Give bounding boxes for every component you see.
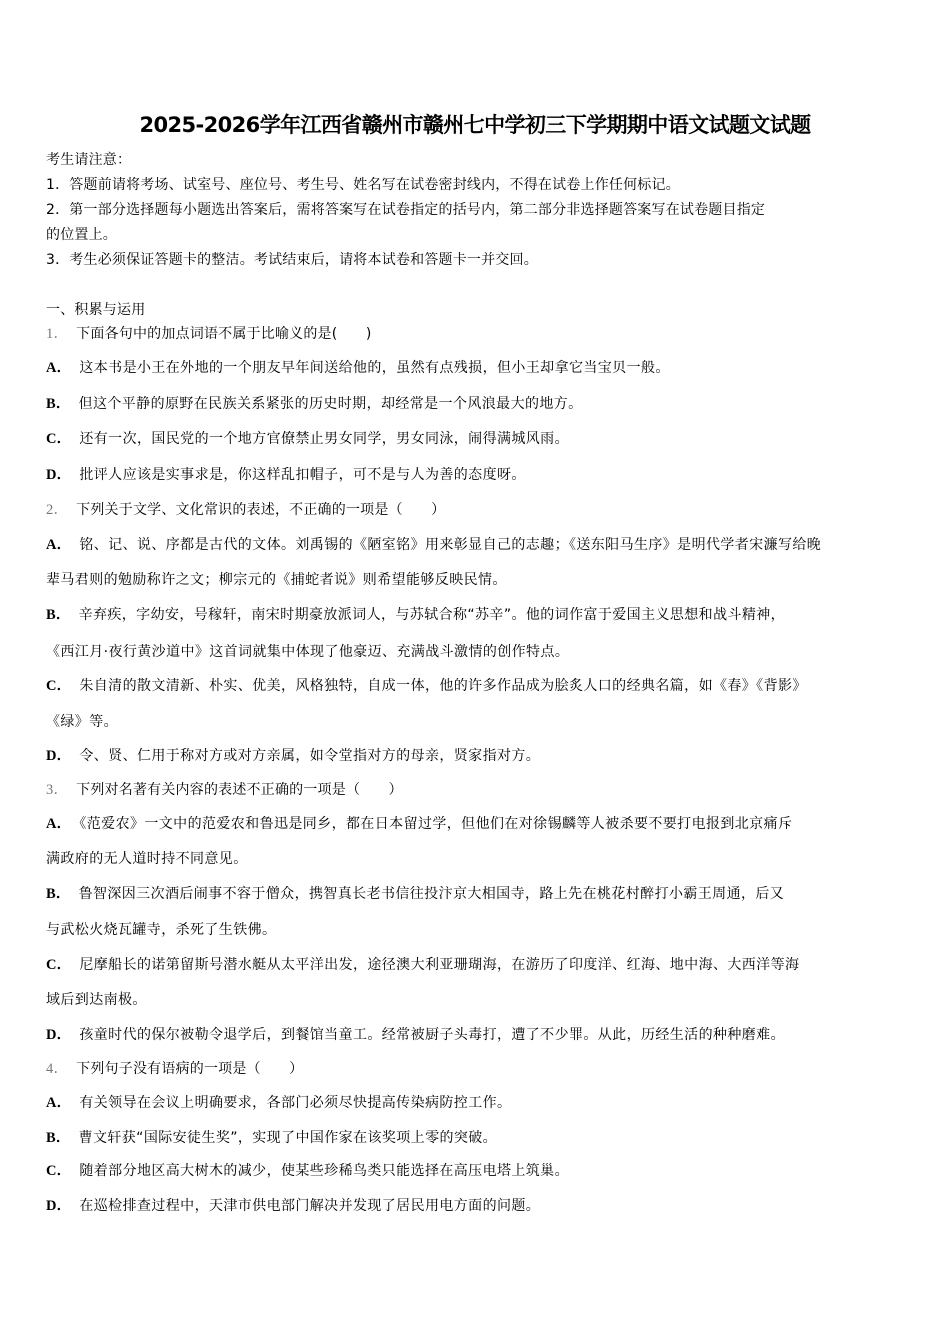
question-text: 下面各句中的加点词语不属于比喻义的是( ) <box>76 326 372 342</box>
option-text: 与武松火烧瓦罐寺，杀死了生铁佛。 <box>46 922 277 938</box>
notice-item-2-cont: 的位置上。 <box>46 227 117 243</box>
option-text: 域后到达南极。 <box>46 992 147 1008</box>
q2-option-c-cont <box>46 712 908 732</box>
question-text: 下列句子没有语病的一项是（ ） <box>76 1061 304 1077</box>
q2-option-c <box>46 676 908 696</box>
q1-option-d <box>46 465 908 485</box>
question-2-stem <box>46 500 908 520</box>
question-number: 1． <box>46 326 69 342</box>
option-text: 这本书是小王在外地的一个朋友早年间送给他的，虽然有点残损，但小王却拿它当宝贝一般。 <box>79 360 670 376</box>
option-text: 《绿》等。 <box>46 714 118 730</box>
option-text: 鲁智深因三次酒后闹事不容于僧众，携智真长老书信往投汴京大相国寺，路上先在桃花村醉打小霸王周通，后又 <box>78 886 785 902</box>
option-label: B． <box>46 886 71 902</box>
q3-option-b <box>46 884 908 904</box>
option-text: 但这个平静的原野在民族关系紧张的历史时期，却经常是一个风浪最大的地方。 <box>78 396 583 412</box>
q1-option-c <box>46 429 908 449</box>
option-text: 在巡检排查过程中，天津市供电部门解决并发现了居民用电方面的问题。 <box>79 1198 541 1214</box>
q2-option-b-cont <box>46 642 908 662</box>
option-label: D． <box>46 748 72 764</box>
option-text: 尼摩船长的诺第留斯号潜水艇从太平洋出发，途径澳大利亚珊瑚海，在游历了印度洋、红海、地中海、大西洋等海 <box>79 957 800 973</box>
q3-option-a <box>46 814 908 834</box>
q1-option-b <box>46 394 908 414</box>
q2-option-a-cont <box>46 570 908 590</box>
notice-item-3: 3．考生必须保证答题卡的整洁。考试结束后，请将本试卷和答题卡一并交回。 <box>46 252 538 268</box>
question-text: 下列对名著有关内容的表述不正确的一项是（ ） <box>76 782 403 798</box>
option-label: C． <box>46 1163 72 1179</box>
q3-option-d <box>46 1025 908 1045</box>
question-4-stem <box>46 1059 908 1079</box>
option-text: 孩童时代的保尔被勒令退学后，到餐馆当童工。经常被厨子头毒打，遭了不少罪。从此，历经生活的种种磨难。 <box>79 1027 785 1043</box>
notice-item-1: 1．答题前请将考场、试室号、座位号、考生号、姓名写在试卷密封线内，不得在试卷上作任何标记。 <box>46 177 680 193</box>
option-label: A． <box>46 816 72 832</box>
option-label: D． <box>46 467 72 483</box>
q4-option-d <box>46 1196 908 1216</box>
option-label: A． <box>46 360 72 376</box>
option-text: 令、贤、仁用于称对方或对方亲属，如令堂指对方的母亲，贤家指对方。 <box>79 748 541 764</box>
option-text: 曹文轩获“国际安徒生奖”，实现了中国作家在该奖项上零的突破。 <box>78 1130 498 1146</box>
option-text: 《范爱农》一文中的范爱农和鲁迅是同乡，都在日本留过学，但他们在对徐锡麟等人被杀要不要打电报到北京痛斥 <box>79 816 793 832</box>
q3-option-c <box>46 955 908 975</box>
option-label: C． <box>46 431 72 447</box>
question-number: 3． <box>46 782 69 798</box>
option-label: B． <box>46 396 71 412</box>
option-text: 满政府的无人道时持不同意见。 <box>46 851 248 867</box>
option-text: 批评人应该是实事求是，你这样乱扣帽子，可不是与人为善的态度呀。 <box>79 467 526 483</box>
option-label: A． <box>46 1095 72 1111</box>
option-text: 随着部分地区高大树木的减少，使某些珍稀鸟类只能选择在高压电塔上筑巢。 <box>79 1163 569 1179</box>
option-label: B． <box>46 607 71 623</box>
exam-title: 2025-2026学年江西省赣州市赣州七中学初三下学期期中语文试题文试题 <box>139 113 811 137</box>
option-label: C． <box>46 957 72 973</box>
question-number: 2． <box>46 502 69 518</box>
q4-option-c <box>46 1161 908 1181</box>
option-text: 朱自清的散文清新、朴实、优美，风格独特，自成一体，他的许多作品成为脍炙人口的经典名篇，如《春》《背影》 <box>79 678 807 694</box>
q4-option-a <box>46 1093 908 1113</box>
option-label: D． <box>46 1198 72 1214</box>
q3-option-a-cont <box>46 849 908 869</box>
option-label: B． <box>46 1130 71 1146</box>
option-text: 《西江月·夜行黄沙道中》这首词就集中体现了他豪迈、充满战斗激情的创作特点。 <box>46 644 570 660</box>
q3-option-b-cont <box>46 920 908 940</box>
option-text: 辛弃疾，字幼安，号稼轩，南宋时期豪放派词人，与苏轼合称“苏辛”。他的词作富于爱国主义思想和战斗精神， <box>78 607 786 623</box>
option-text: 有关领导在会议上明确要求，各部门必须尽快提高传染病防控工作。 <box>79 1095 512 1111</box>
notice-heading: 考生请注意： <box>46 152 132 168</box>
option-text: 还有一次，国民党的一个地方官僚禁止男女同学，男女同泳，闹得满城风雨。 <box>79 431 569 447</box>
section-title: 一、积累与运用 <box>46 302 146 318</box>
question-3-stem <box>46 780 908 800</box>
q1-option-a <box>46 358 908 378</box>
option-label: C． <box>46 678 72 694</box>
q4-option-b <box>46 1128 908 1148</box>
notice-item-2: 2．第一部分选择题每小题选出答案后，需将答案写在试卷指定的括号内，第二部分非选择题答案写在试卷题目指定 <box>46 202 766 218</box>
question-text: 下列关于文学、文化常识的表述，不正确的一项是（ ） <box>76 502 446 518</box>
option-text: 铭、记、说、序都是古代的文体。刘禹锡的《陋室铭》用来彰显自己的志趣；《送东阳马生序》是明代学者宋濂写给晚 <box>79 537 822 553</box>
option-label: D． <box>46 1027 72 1043</box>
q2-option-d <box>46 746 908 766</box>
option-label: A． <box>46 537 72 553</box>
q3-option-c-cont <box>46 990 908 1010</box>
question-1-stem <box>46 324 908 344</box>
option-text: 辈马君则的勉励称许之文；柳宗元的《捕蛇者说》则希望能够反映民情。 <box>46 572 507 588</box>
q2-option-b <box>46 605 908 625</box>
question-number: 4． <box>46 1061 69 1077</box>
q2-option-a <box>46 535 908 555</box>
